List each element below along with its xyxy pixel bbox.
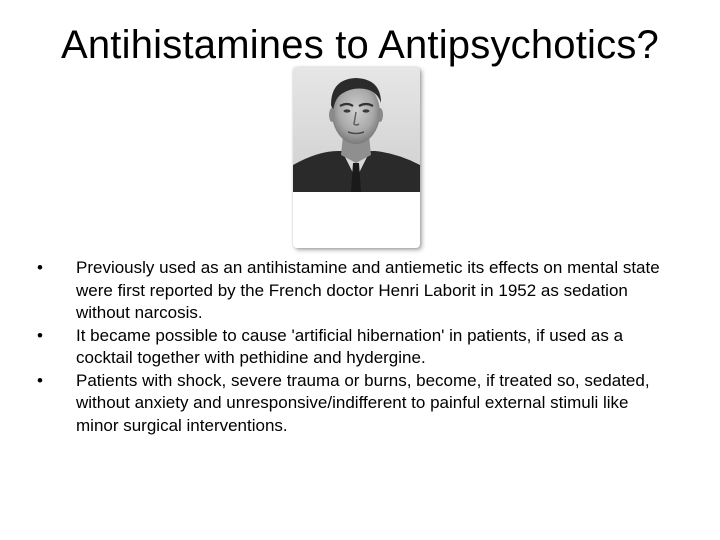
portrait-card bbox=[293, 67, 420, 248]
bullet-marker: • bbox=[37, 325, 43, 345]
bullet-marker: • bbox=[37, 258, 43, 277]
portrait-photo bbox=[293, 67, 420, 192]
bullet-text: Patients with shock, severe trauma or burns, become, if treated so, sedated, without anxiety and unresponsive/indifferent to painful external stimuli like minor surgical interventions. bbox=[76, 370, 650, 435]
bullet-text: It became possible to cause 'artificial hibernation' in patients, if used as a cocktail together with pethidine and hydergine. bbox=[76, 325, 624, 367]
bullet-list bbox=[30, 257, 670, 437]
slide-title: Antihistamines to Antipsychotics? bbox=[60, 23, 659, 67]
bullet-marker: • bbox=[37, 370, 43, 390]
bullet-item bbox=[30, 257, 670, 325]
bullet-item bbox=[30, 370, 670, 438]
bullet-item bbox=[30, 325, 670, 370]
bullet-text: Previously used as an antihistamine and antiemetic its effects on mental state were first reported by the French doctor Henri Laborit in 1952 as sedation without narcosis. bbox=[76, 258, 660, 322]
